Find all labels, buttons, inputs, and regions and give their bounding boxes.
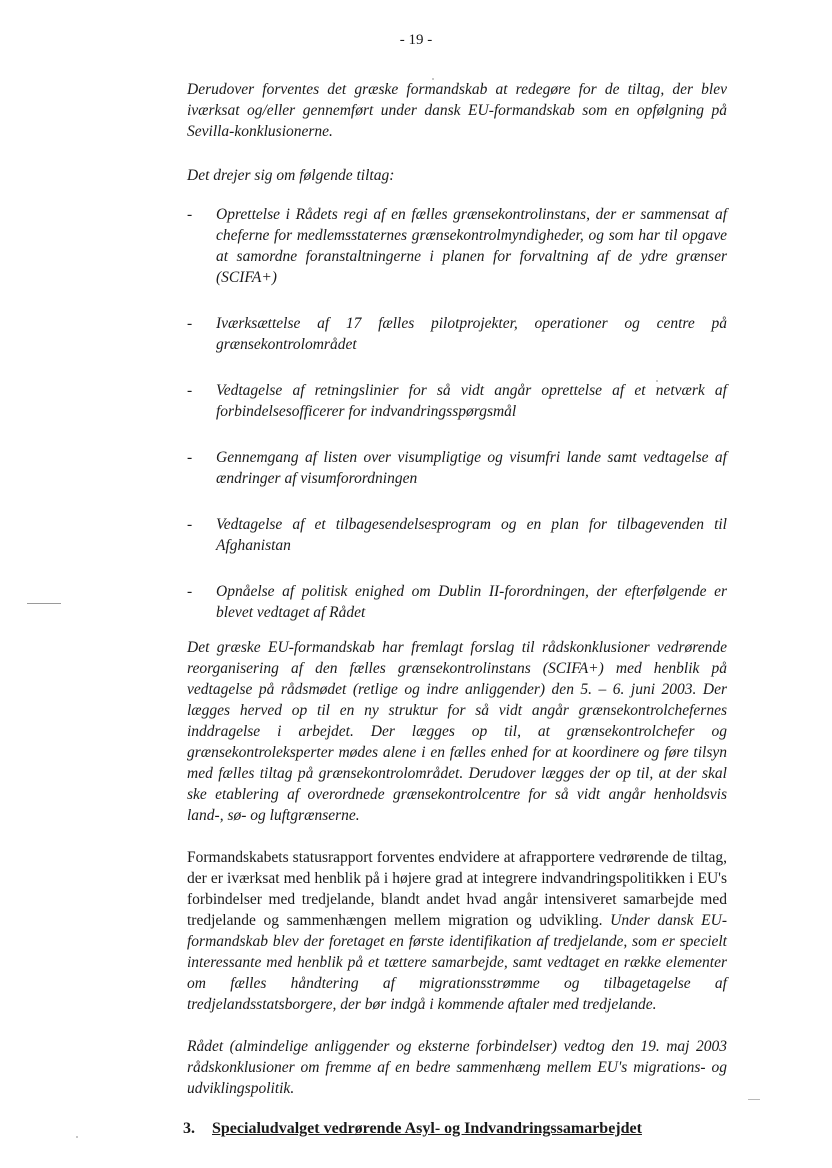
margin-mark	[27, 603, 61, 604]
list-item	[187, 581, 727, 623]
bullet-dash: -	[187, 315, 193, 332]
list-item	[187, 514, 727, 556]
list-item-text: Vedtagelse af et tilbagesendelsesprogram og en plan for tilbagevenden til Afghanistan	[216, 516, 727, 554]
section-number: 3.	[183, 1120, 195, 1137]
page-number: - 19 -	[399, 32, 433, 48]
section-heading	[183, 1118, 727, 1139]
measures-list	[187, 204, 727, 623]
greek-presidency-paragraph: Det græske EU-formandskab har fremlagt forslag til rådskonklusioner vedrørende reorganisering af den fælles grænsekontrolinstans (SCIFA+) med henblik på vedtagelse på rådsmødet (retlige og indre anliggender) den 5. – 6. juni 2003. Der lægges herved op til en ny struktur for så vidt angår grænsekontrolchefernes inddragelse i arbejdet. Der lægges op til, at grænsekontrolchefer og grænsekontroleksperter mødes alene i en fælles enhed for at koordinere og føre tilsyn med fælles tiltag på grænsekontrolområdet. Derudover lægges der op til, at der skal ske etablering af overordnede grænsekontrolcentre for så vidt angår henholdsvis land-, sø- og luftgrænserne.	[187, 639, 727, 824]
bullet-dash: -	[187, 206, 193, 223]
bullet-dash: -	[187, 382, 193, 399]
status-report-italic-text: Under dansk EU-formandskab blev der foretaget en første identifikation af tredjelande, som er specielt interessante med henblik på et tættere samarbejde, samt vedtaget en række elementer om fælles håndtering af migrationsstrømme og tilbagetagelse af tredjelandsstatsborgere, der bør indgå i kommende aftaler med tredjelande.	[187, 912, 727, 1013]
list-lead: Det drejer sig om følgende tiltag:	[187, 167, 395, 184]
list-item	[187, 204, 727, 288]
bullet-dash: -	[187, 583, 193, 600]
intro-paragraph: Derudover forventes det græske formandskab at redegøre for de tiltag, der blev iværksat og/eller gennemført under dansk EU-formandskab som en opfølgning på Sevilla-konklusionerne.	[187, 81, 727, 140]
scan-speck	[76, 1136, 78, 1138]
list-item-text: Vedtagelse af retningslinier for så vidt angår oprettelse af et netværk af forbindelsesofficerer for indvandringsspørgsmål	[216, 382, 727, 420]
list-item-text: Opnåelse af politisk enighed om Dublin II-forordningen, der efterfølgende er blevet vedtaget af Rådet	[216, 583, 727, 621]
list-item-text: Oprettelse i Rådets regi af en fælles grænsekontrolinstans, der er sammensat af cheferne for medlemsstaternes grænsekontrolmyndigheder, og som har til opgave at samordne foranstaltningerne i planen for forvaltning af de ydre grænser (SCIFA+)	[216, 206, 727, 286]
bullet-dash: -	[187, 516, 193, 533]
list-item	[187, 380, 727, 422]
list-item-text: Gennemgang af listen over visumpligtige og visumfri lande samt vedtagelse af ændringer af visumforordningen	[216, 449, 727, 487]
document-body	[183, 79, 727, 1139]
list-item	[187, 313, 727, 355]
status-report-text: Formandskabets statusrapport forventes endvidere at afrapportere vedrørende de tiltag, der er iværksat med henblik på i højere grad at integrere indvandringspolitikken i EU's forbindelser med tredjelande, blandt andet hvad angår intensiveret samarbejde med tredjelande og sammenhængen mellem migration og udvikling.	[187, 849, 727, 929]
margin-mark	[748, 1099, 760, 1100]
list-item-text: Iværksættelse af 17 fælles pilotprojekter, operationer og centre på grænsekontrolområdet	[216, 315, 727, 353]
section-title: Specialudvalget vedrørende Asyl- og Indvandringssamarbejdet	[212, 1120, 642, 1137]
list-item	[187, 447, 727, 489]
council-paragraph: Rådet (almindelige anliggender og eksterne forbindelser) vedtog den 19. maj 2003 rådskonklusioner om fremme af en bedre sammenhæng mellem EU's migrations- og udviklingspolitik.	[187, 1038, 727, 1097]
status-report-paragraph	[187, 847, 727, 1015]
bullet-dash: -	[187, 449, 193, 466]
